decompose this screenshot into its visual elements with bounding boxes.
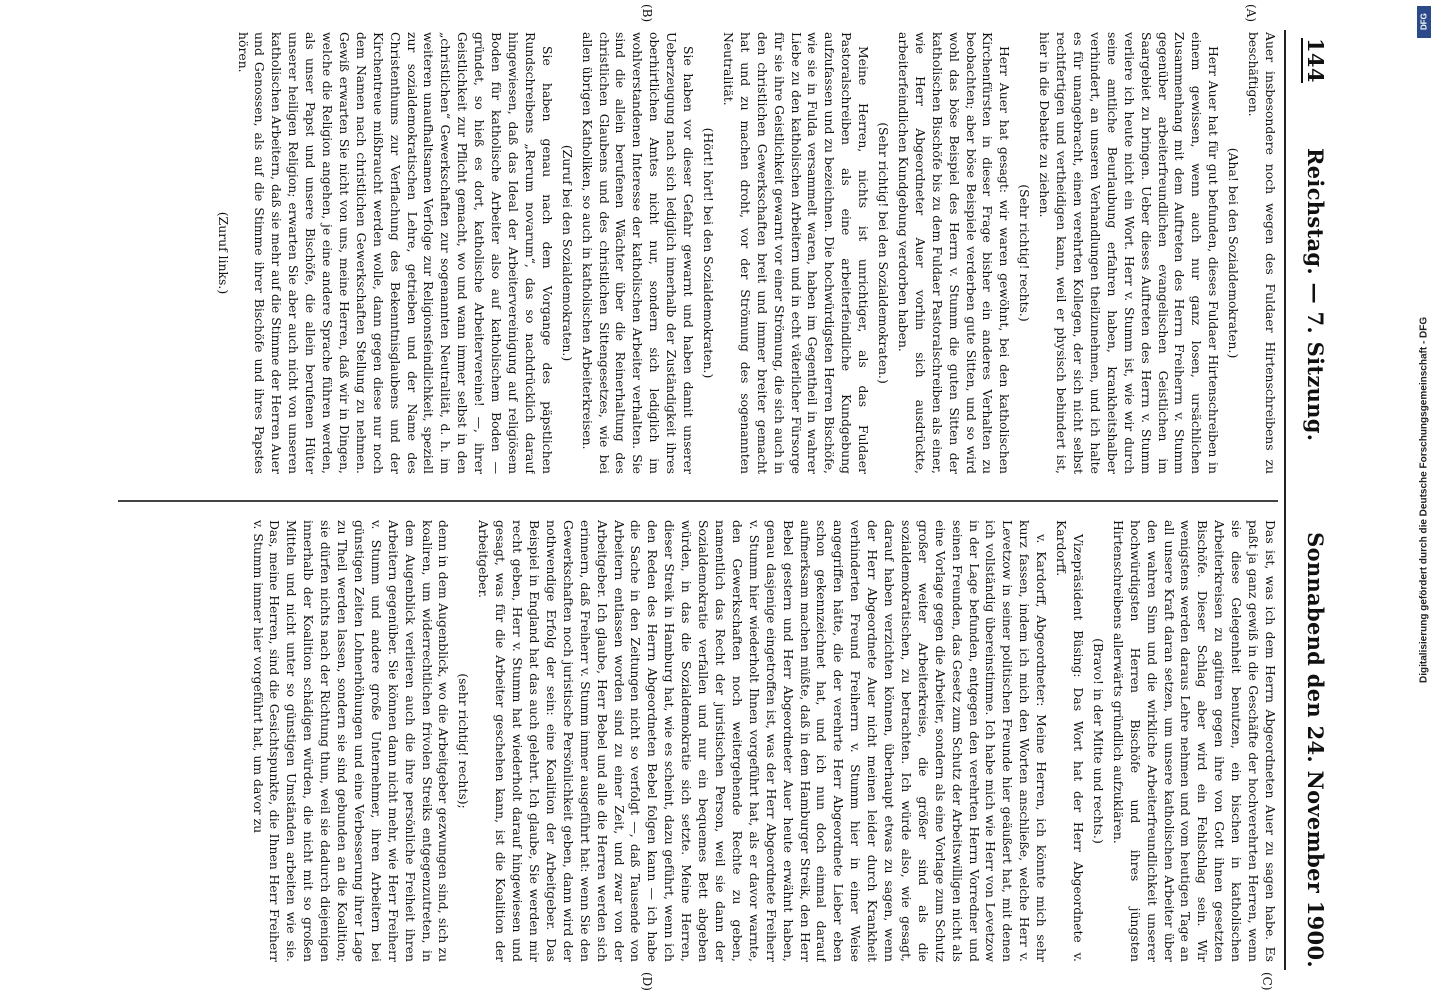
interjection: (Zuruf links.) xyxy=(215,211,231,295)
header-rule xyxy=(1284,30,1286,970)
interjection: (Zuruf bei den Sozialdemokraten.) xyxy=(559,144,575,362)
interjection: (sehr richtig! rechts); xyxy=(456,673,472,809)
session-date: Sonnabend den 24. November 1900. xyxy=(1303,532,1328,968)
interjection: (Sehr richtig! rechts.) xyxy=(1017,184,1033,322)
paragraph: Sie haben vor dieser Gefahr gewarnt und haben damit unserer Ueberzeugung nach sich lediglich innerhalb der Zuständigkeit ihres oberhirtlichen Amtes nicht nur, sondern sich lediglich im wohlverstandenen Interesse der katholischen Arbeiter verhalten. Sie sind die allein berufenen Wächter über die Reinerhaltung des christlichen Glaubens und des christlichen Sittengesetzes, wie bei allen übrigen Katholiken, so auch in katholischen Arbeiterkreisen. xyxy=(579,32,697,474)
right-column xyxy=(78,520,1278,962)
session-title: Reichstag. — 7. Sitzung. xyxy=(1303,148,1328,442)
interjection: (Bravo! in der Mitte und rechts.) xyxy=(1090,638,1106,844)
page-header xyxy=(1286,38,1350,968)
paragraph: Herr Auer hat für gut befunden, dieses Fuldaer Hirtenschreiben in einem gewissen, wenn auch nur ganz losen, ursächlichen Zusammenhang mit dem Auftreten des Herrn Freiherrn v. Stumm gegenüber arbeiterfreundlichen evangelischen Geistlichen im Saargebiet zu bringen. Ueber dieses Auftreten des Herrn v. Stumm verliere ich heute nicht ein Wort. Herr v. Stumm ist, wie wir durch seine amtliche Beurlaubung erfahren haben, krankheitshalber verhindert, an unseren Verhandlungen theilzunehmen, und ich halte es für unangebracht, einen verehrten Kollegen, der sich nicht selbst rechtfertigen und vertheidigen kann, weil er physisch behindert ist, hier in die Debatte zu ziehen. xyxy=(1037,32,1222,474)
paragraph: Herr Auer hat gesagt: wir waren gewöhnt, bei den katholischen Kirchenfürsten in dieser Frage bisher ein anderes Verhalten zu beobachten; aber böse Beispiele verderben gute Sitten, und so wird wohl das böse Beispiel des Herrn v. Stumm die guten Sitten der katholischen Bischöfe bis zu dem Fuldaer Pastoralschreiben als einer, wie Herr Abgeordneter Auer vorhin sich ausdrückte, arbeiterfeindlichen Kundgebung verdorben haben. xyxy=(895,32,1013,474)
margin-mark-d: (D) xyxy=(640,972,654,991)
page-number: 144 xyxy=(1303,38,1328,83)
interjection: (Aha! bei den Sozialdemokraten.) xyxy=(1226,147,1242,359)
paragraph: Meine Herren, nichts ist unrichtiger, als das Fuldaer Pastoralschreiben als eine arbeiterfeindliche Kundgebung aufzufassen und zu bezeichnen. Die hochwürdigsten Herren Bischöfe, wie sie in Fulda versammelt waren, haben im Gegentheil in wahrer Liebe zu den katholischen Arbeitern und in echt väterlicher Fürsorge für sie ihre Geistlichkeit gewarnt vor einer Strömung, die sich auch in den christlichen Gewerkschaften breit und immer breiter gemacht hat und zu machen droht, vor der Strömung des sogenannten Neutralität. xyxy=(720,32,872,474)
speaker-intro: Vizepräsident Büsing: Das Wort hat der Herr Abgeordnete v. Kardorff. xyxy=(1054,520,1087,962)
paragraph: denn in dem Augenblick, wo die Arbeitgeber gezwungen sind, sich zu koaliren, um widerrechtlichen frivolen Streiks entgegenzutreten, in dem Augenblick verlieren auch die ihre persönliche Freiheit ihren Arbeitern gegenüber. Sie können dann nicht mehr, wie Herr Freiherr v. Stumm und andere große Unternehmer, ihren Arbeitern bei günstigen Zeiten Lohnerhöhungen und eine Verbesserung ihrer Lage zu Theil werden lassen, sondern sie sind gebunden an die Koalition; sie dürfen nichts nach der Richtung thun, weil sie dadurch diejenigen innerhalb der Koalition schädigen würden, die nicht mit so großen Mitteln und nicht unter so günstigen Umständen arbeiten wie sie. Das, meine Herren, sind die Gesichtspunkte, die Ihnen Herr Freiherr v. Stumm immer hier vorgeführt hat, um davor zu xyxy=(250,520,452,962)
paragraph: v. Kardorff, Abgeordneter: Meine Herren, ich könnte mich sehr kurz fassen, indem ich mich den Worten anschließe, welche Herr v. Levetzow in seiner politischen Freunde hier geäußert hat, mit denen ich vollständig übereinstimme. Ich habe mich wie Herr von Levetzow in der Lage befunden, entgegen den verehrten Herrn Vorredner und seinen Freunden, das Gesetz zum Schutz der Arbeitswilligen nicht als eine Vorlage gegen die Arbeiter, sondern als eine Vorlage zum Schutz großer weiter Arbeiterkreise, die größer sind als die sozialdemokratischen, zu betrachten. Ich würde also, wie gesagt, darauf haben verzichten können, überhaupt etwas zu sagen, wenn der Herr Abgeordnete Auer nicht meinen leider durch Krankheit verhinderten Freund Freiherrn v. Stumm hier in einer Weise angegriffen hätte, die der verehrte Herr Abgeordnete Lieber eben schon gekennzeichnet hat, und ich nun doch einmal darauf aufmerksam machen müßte, daß in dem Hamburger Streik, den Herr Bebel gestern und Herr Abgeordneter Auer heute erwähnt haben, genau dasjenige eingetroffen ist, was der Herr Abgeordnete Freiherr v. Stumm hier wiederholt Ihnen vorgeführt hat, als er davor warnte, den Gewerkschaften noch weitergehende Rechte zu geben, namentlich das Recht der juristischen Person, weil sie dann der Sozialdemokratie verfallen und nur ein bequemes Bett abgeben würden, in das die Sozialdemokratie sich setzte. Meine Herren, dieser Streik in Hamburg hat, wie es scheint, dazu geführt, wenn ich den Reden des Herrn Abgeordneten Bebel folgen kann — ich habe die Sache in den Zeitungen nicht so verfolgt —, daß Tausende von Arbeitern entlassen worden sind zu einer Zeit, und zwar von der Arbeitgeber. Ich glaube, Herr Bebel und alle die Herren werden sich erinnern, daß Freiherr v. Stumm immer ausgeführt hat: wenn Sie den Gewerkschaften noch juristische Persönlichkeit geben, dann wird der nothwendige Erfolg der sein: eine Koalition der Arbeitgeber. Das Beispiel in England hat das auch gelehrt. Ich glaube, Sie werden mir recht geben, Herr v. Stumm hat wiederholt darauf hingewiesen und gesagt, was für die Arbeiter geschehen kann, ist die Koalition der Arbeitgeber. xyxy=(476,520,1050,962)
margin-mark-a: (A) xyxy=(1244,4,1258,23)
margin-mark-c: (C) xyxy=(1260,972,1274,991)
column-divider xyxy=(118,500,1278,502)
digitization-note: Digitalisierung gefördert durch die Deutsche Forschungsgemeinschaft - DFG xyxy=(1418,316,1430,684)
paragraph: Sie haben genau nach dem Vorgange des päpstlichen Rundschreibens „Rerum novarum“, das so nachdrücklich darauf hingewiesen, daß das Ideal der Arbeitervereinigung auf religiösem Boden für katholische Arbeiter also auf katholischem Boden — gründet, so hieß es dort, katholische Arbeitervereine! —, ihrer Geistlichkeit zur Pflicht gemacht, wo und wann immer selbst in den „christlichen“ Gewerkschaften zur sogenannten Neutralität, d. h. im weiteren unaufhaltsamen Verfolge zur Religionsfeindlichkeit, speziell zur sozialdemokratischen Lehre, getrieben und der Name des Christenthums zur Verflachung des Bekenntnisglaubens und der Kirchentreue mißbraucht werden wolle, dann gegen diese nur noch dem Namen nach christlichen Gewerkschaften Stellung zu nehmen. Gewiß erwarten Sie nicht von uns, meine Herren, daß wir in Dingen, welche die Religion angehen, je eine andere Sprache führen werden, als unser Papst und unsere Bischöfe, die allein berufenen Hüter unserer heiligen Religion; erwarten Sie aber auch nicht von unseren katholischen Arbeitern, daß sie mehr auf die Stimme der Herren Auer und Genossen, als auf die Stimme ihrer Bischöfe und ihres Papstes hören. xyxy=(235,32,555,474)
left-column xyxy=(78,32,1278,474)
interjection: (Hört! hört! bei den Sozialdemokraten.) xyxy=(701,127,716,379)
paragraph: Das ist, was ich dem Herrn Abgeordneten Auer zu sagen habe. Es paßt ja ganz gewiß in die Geschäfte der hochverehrten Herren, wenn sie diese Gelegenheit benutzen, ein bischen in katholischen Arbeiterkreisen zu agitiren gegen ihre von Gott ihnen gesetzten Bischöfe. Dieser Schlag aber wird ein Fehlschlag sein. Wir wenigstens werden daraus Lehre nehmen und vom heutigen Tage an all unsere Kraft daran setzen, um unsere katholischen Arbeiter über den wahren Sinn und die wirkliche Arbeiterfreundlichkeit unserer hochwürdigsten Herren Bischöfe und ihres jüngsten Hirtenschreibens allerwärts gründlich aufzuklären. xyxy=(1110,520,1278,962)
paragraph: Auer insbesondere noch wegen des Fuldaer Hirtenschreibens zu beschäftigen. xyxy=(1246,32,1278,474)
dfg-logo: DFG xyxy=(1417,6,1431,38)
margin-mark-b: (B) xyxy=(640,4,654,23)
interjection: (Sehr richtig! bei den Sozialdemokraten.) xyxy=(876,122,892,384)
